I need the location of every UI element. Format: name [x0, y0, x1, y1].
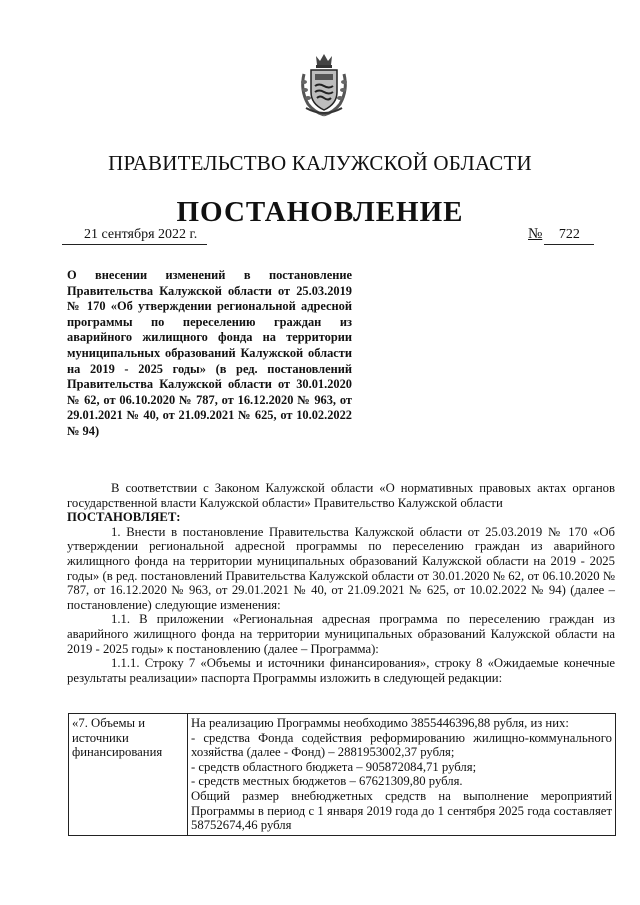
resolves-heading: ПОСТАНОВЛЯЕТ: [67, 510, 181, 525]
table-row [69, 714, 616, 836]
kaluga-region-coat-of-arms-icon [296, 52, 352, 118]
item-1-1-paragraph: 1.1. В приложении «Региональная адресная программа по переселению граждан из аварийного жилищного фонда на территории муниципальных образований Калужской области на 2019 - 2025 годы» к постановлению (далее – Программа): [67, 612, 615, 656]
number-value: 722 [544, 226, 594, 245]
fund-source-line: - средства Фонда содействия реформированию жилищно-коммунального хозяйства (далее - Фонд) – 2881953002,37 рубля; [191, 730, 612, 760]
passport-extract-table [68, 713, 616, 836]
number-sign: № [528, 226, 543, 242]
row-content-cell [188, 714, 616, 836]
document-subject: О внесении изменений в постановление Правительства Калужской области от 25.03.2019 № 170 «Об утверждении региональной адресной программы по переселению граждан из аварийного жилищного фонда на территории муниципальных образований Калужской области на 2019 - 2025 годы» (в ред. постановлений Правительства Калужской области от 30.01.2020 № 62, от 06.10.2020 № 787, от 16.12.2020 № 963, от 29.01.2021 № 40, от 21.09.2021 № 625, от 10.02.2022 № 94) [67, 268, 352, 438]
preamble-paragraph: В соответствии с Законом Калужской области «О нормативных правовых актах органов государственной власти Калужской области» Правительство Калужской области [67, 481, 615, 510]
document-type-heading: ПОСТАНОВЛЕНИЕ [176, 196, 464, 228]
government-title: ПРАВИТЕЛЬСТВО КАЛУЖСКОЙ ОБЛАСТИ [108, 151, 532, 175]
item-1-paragraph: 1. Внести в постановление Правительства Калужской области от 25.03.2019 № 170 «Об утверждении региональной адресной программы по переселению граждан из аварийного жилищного фонда на территории муниципальных образований Калужской области на 2019 - 2025 годы» (в ред. постановлений Правительства Калужской области от 30.01.2020 № 62, от 06.10.2020 № 787, от 16.12.2020 № 963, от 29.01.2021 № 40, от 21.09.2021 № 625, от 10.02.2022 № 94) (далее – постановление) следующие изменения: [67, 524, 615, 612]
document-date: 21 сентября 2022 г. [62, 227, 207, 245]
item-1-1-1-paragraph: 1.1.1. Строку 7 «Объемы и источники финансирования», строку 8 «Ожидаемые конечные результаты реализации» паспорта Программы изложить в следующей редакции: [67, 656, 615, 685]
extrabudgetary-line: Общий размер внебюджетных средств на выполнение мероприятий Программы в период с 1 января 2019 года до 1 сентября 2025 года составляет 58752674,46 рубля [191, 788, 612, 833]
row-label-cell: «7. Объемы и источники финансирования [69, 714, 188, 836]
regional-budget-line: - средств областного бюджета – 905872084,71 рубля; [191, 759, 477, 774]
funding-total-line: На реализацию Программы необходимо 3855446396,88 рубля, из них: [191, 716, 569, 730]
local-budget-line: - средств местных бюджетов – 67621309,80 рубля. [191, 774, 463, 789]
document-number [528, 225, 594, 245]
document-body [67, 481, 615, 685]
